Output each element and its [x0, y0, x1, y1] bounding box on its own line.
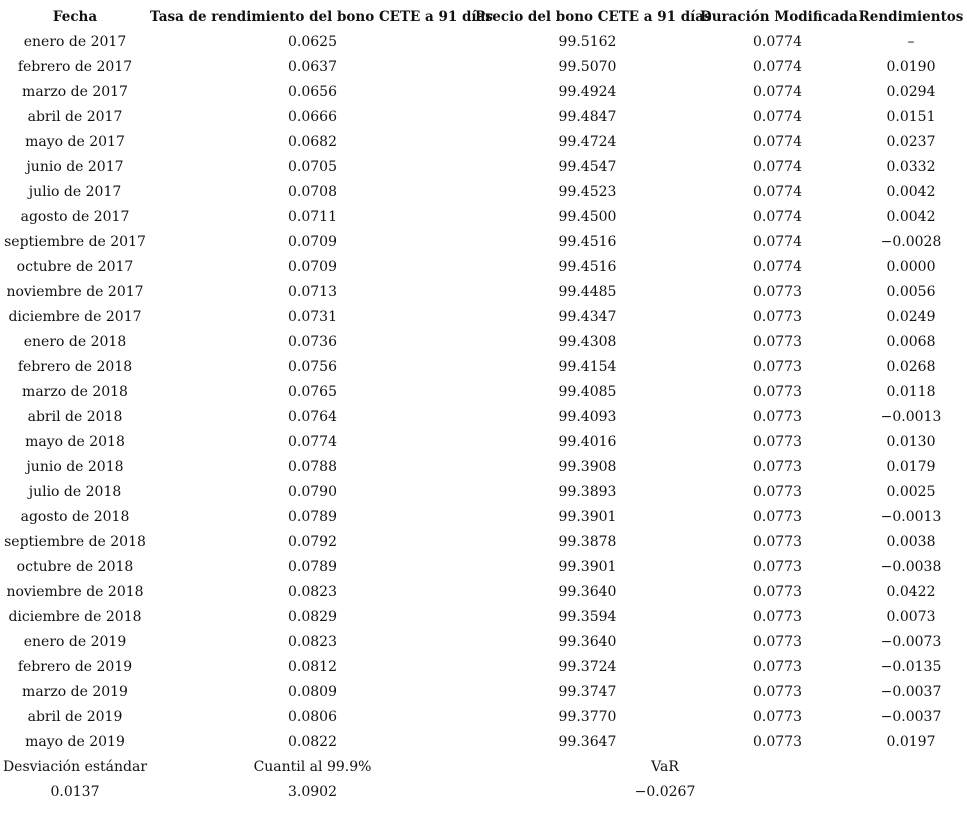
- cell-duracion: 0.0773: [753, 359, 802, 375]
- cell-fecha: junio de 2017: [26, 159, 124, 175]
- cell-fecha: noviembre de 2018: [6, 584, 144, 600]
- cell-duracion: 0.0773: [753, 659, 802, 675]
- var-value: −0.0267: [634, 784, 696, 800]
- cell-fecha: julio de 2017: [28, 184, 122, 200]
- cell-precio: 99.4093: [558, 409, 617, 425]
- cell-tasa: 0.0656: [288, 84, 337, 100]
- cell-rendimiento: −0.0013: [880, 509, 942, 525]
- cell-duracion: 0.0773: [753, 384, 802, 400]
- cell-precio: 99.3901: [558, 509, 617, 525]
- cell-precio: 99.3724: [558, 659, 617, 675]
- cell-tasa: 0.0637: [288, 59, 337, 75]
- header-rendimientos: Rendimientos: [858, 9, 964, 25]
- cell-duracion: 0.0774: [753, 184, 802, 200]
- table-row: [0, 555, 967, 580]
- table-row: [0, 530, 967, 555]
- cell-fecha: abril de 2019: [27, 709, 123, 725]
- table-row: [0, 80, 967, 105]
- cell-fecha: mayo de 2017: [25, 134, 125, 150]
- var-label: VaR: [651, 759, 679, 775]
- table-row: [0, 455, 967, 480]
- cell-rendimiento: 0.0042: [886, 184, 936, 200]
- cell-fecha: octubre de 2017: [16, 259, 134, 275]
- cell-precio: 99.3594: [558, 609, 617, 625]
- cell-duracion: 0.0773: [753, 334, 802, 350]
- cell-duracion: 0.0773: [753, 509, 802, 525]
- cell-fecha: noviembre de 2017: [6, 284, 144, 300]
- cell-fecha: diciembre de 2018: [8, 609, 142, 625]
- table-row: [0, 605, 967, 630]
- table-row: [0, 730, 967, 755]
- cell-fecha: agosto de 2018: [20, 509, 130, 525]
- header-tasa: Tasa de rendimiento del bono CETE a 91 días: [150, 9, 493, 25]
- cell-tasa: 0.0709: [288, 259, 337, 275]
- cell-tasa: 0.0823: [288, 584, 337, 600]
- cell-tasa: 0.0812: [288, 659, 337, 675]
- cell-duracion: 0.0773: [753, 409, 802, 425]
- table-row: [0, 255, 967, 280]
- cell-duracion: 0.0773: [753, 709, 802, 725]
- cell-precio: 99.4924: [558, 84, 617, 100]
- cell-rendimiento: 0.0179: [886, 459, 936, 475]
- cell-fecha: octubre de 2018: [16, 559, 134, 575]
- cell-precio: 99.4485: [558, 284, 617, 300]
- cell-duracion: 0.0773: [753, 534, 802, 550]
- cell-duracion: 0.0774: [753, 134, 802, 150]
- cell-precio: 99.5162: [558, 34, 617, 50]
- cell-duracion: 0.0774: [753, 259, 802, 275]
- cell-tasa: 0.0774: [288, 434, 337, 450]
- cell-fecha: abril de 2017: [27, 109, 123, 125]
- cell-rendimiento: 0.0056: [886, 284, 936, 300]
- cell-duracion: 0.0773: [753, 734, 802, 750]
- cell-duracion: 0.0773: [753, 459, 802, 475]
- cell-duracion: 0.0774: [753, 59, 802, 75]
- cell-precio: 99.3901: [558, 559, 617, 575]
- cell-tasa: 0.0764: [288, 409, 337, 425]
- cell-rendimiento: 0.0118: [886, 384, 936, 400]
- cell-duracion: 0.0773: [753, 434, 802, 450]
- cell-precio: 99.4347: [558, 309, 617, 325]
- cell-precio: 99.4547: [558, 159, 617, 175]
- cell-precio: 99.3908: [558, 459, 617, 475]
- cell-precio: 99.4724: [558, 134, 617, 150]
- cell-precio: 99.4516: [558, 259, 617, 275]
- cell-duracion: 0.0773: [753, 284, 802, 300]
- cell-rendimiento: 0.0197: [886, 734, 936, 750]
- cell-tasa: 0.0756: [288, 359, 337, 375]
- cell-rendimiento: 0.0268: [886, 359, 936, 375]
- cell-fecha: enero de 2018: [23, 334, 127, 350]
- cell-tasa: 0.0682: [288, 134, 337, 150]
- cell-fecha: junio de 2018: [26, 459, 124, 475]
- cell-fecha: febrero de 2017: [17, 59, 133, 75]
- table-row: [0, 230, 967, 255]
- cell-rendimiento: 0.0151: [886, 109, 936, 125]
- table-row: [0, 205, 967, 230]
- cell-rendimiento: 0.0332: [886, 159, 936, 175]
- cell-fecha: agosto de 2017: [20, 209, 130, 225]
- quantile-value: 3.0902: [288, 784, 337, 800]
- cell-tasa: 0.0823: [288, 634, 337, 650]
- cell-tasa: 0.0705: [288, 159, 337, 175]
- cell-duracion: 0.0773: [753, 309, 802, 325]
- table-row: [0, 105, 967, 130]
- cell-fecha: mayo de 2018: [25, 434, 125, 450]
- cell-precio: 99.3747: [558, 684, 617, 700]
- cell-duracion: 0.0773: [753, 609, 802, 625]
- cell-tasa: 0.0789: [288, 509, 337, 525]
- table-row: [0, 480, 967, 505]
- cell-fecha: septiembre de 2017: [4, 234, 146, 250]
- table-row: [0, 430, 967, 455]
- table-row: [0, 30, 967, 55]
- cell-tasa: 0.0736: [288, 334, 337, 350]
- cell-precio: 99.3647: [558, 734, 617, 750]
- cell-fecha: marzo de 2018: [22, 384, 128, 400]
- table-row: [0, 630, 967, 655]
- table-row: [0, 680, 967, 705]
- cell-rendimiento: 0.0130: [886, 434, 936, 450]
- cell-rendimiento: 0.0025: [886, 484, 936, 500]
- table-row: [0, 705, 967, 730]
- table-body: [0, 30, 967, 755]
- table-row: [0, 305, 967, 330]
- cell-rendimiento: 0.0237: [886, 134, 936, 150]
- cell-tasa: 0.0792: [288, 534, 337, 550]
- cell-precio: 99.4847: [558, 109, 617, 125]
- cell-duracion: 0.0773: [753, 584, 802, 600]
- cell-rendimiento: −0.0038: [880, 559, 942, 575]
- cell-duracion: 0.0774: [753, 234, 802, 250]
- cell-fecha: septiembre de 2018: [4, 534, 146, 550]
- cell-rendimiento: −0.0073: [880, 634, 942, 650]
- cell-tasa: 0.0788: [288, 459, 337, 475]
- table-row: [0, 330, 967, 355]
- cell-fecha: julio de 2018: [28, 484, 122, 500]
- cell-precio: 99.4085: [558, 384, 617, 400]
- cell-precio: 99.3893: [558, 484, 617, 500]
- cell-fecha: febrero de 2019: [17, 659, 133, 675]
- cell-precio: 99.5070: [558, 59, 617, 75]
- cell-rendimiento: 0.0294: [886, 84, 936, 100]
- table-row: [0, 580, 967, 605]
- cell-rendimiento: −0.0135: [880, 659, 942, 675]
- header-fecha: Fecha: [52, 9, 98, 25]
- cell-precio: 99.4516: [558, 234, 617, 250]
- table-row: [0, 130, 967, 155]
- cell-duracion: 0.0773: [753, 559, 802, 575]
- cell-precio: 99.4308: [558, 334, 617, 350]
- cell-tasa: 0.0765: [288, 384, 337, 400]
- cell-rendimiento: 0.0000: [886, 259, 936, 275]
- cell-rendimiento: 0.0042: [886, 209, 936, 225]
- cell-tasa: 0.0822: [288, 734, 337, 750]
- std-value: 0.0137: [50, 784, 100, 800]
- cell-precio: 99.3640: [558, 584, 617, 600]
- cell-rendimiento: 0.0190: [886, 59, 936, 75]
- summary-empty: [855, 755, 967, 780]
- header-row: [0, 5, 967, 30]
- cell-rendimiento: 0.0422: [886, 584, 936, 600]
- table-row: [0, 355, 967, 380]
- cell-rendimiento: −0.0013: [880, 409, 942, 425]
- cell-rendimiento: 0.0073: [886, 609, 936, 625]
- cell-tasa: 0.0806: [288, 709, 337, 725]
- cell-fecha: febrero de 2018: [17, 359, 133, 375]
- returns-table: [0, 5, 967, 805]
- std-label: Desviación estándar: [2, 759, 148, 775]
- cell-rendimiento: 0.0249: [886, 309, 936, 325]
- cell-duracion: 0.0774: [753, 84, 802, 100]
- cell-tasa: 0.0711: [288, 209, 337, 225]
- cell-duracion: 0.0774: [753, 209, 802, 225]
- summary-empty: [855, 780, 967, 805]
- cell-duracion: 0.0773: [753, 484, 802, 500]
- summary-value-row: [0, 780, 967, 805]
- cell-rendimiento: 0.0038: [886, 534, 936, 550]
- cell-tasa: 0.0713: [288, 284, 337, 300]
- header-precio: Precio del bono CETE a 91 días: [475, 9, 712, 25]
- cell-precio: 99.4500: [558, 209, 617, 225]
- cell-precio: 99.4523: [558, 184, 617, 200]
- cell-duracion: 0.0774: [753, 34, 802, 50]
- cell-precio: 99.3770: [558, 709, 617, 725]
- cell-fecha: enero de 2017: [23, 34, 127, 50]
- cell-fecha: enero de 2019: [23, 634, 127, 650]
- cell-tasa: 0.0666: [288, 109, 337, 125]
- cell-fecha: diciembre de 2017: [8, 309, 142, 325]
- cell-duracion: 0.0774: [753, 109, 802, 125]
- cell-precio: 99.3878: [558, 534, 617, 550]
- cell-tasa: 0.0709: [288, 234, 337, 250]
- table-row: [0, 280, 967, 305]
- cell-duracion: 0.0774: [753, 159, 802, 175]
- cell-tasa: 0.0625: [288, 34, 337, 50]
- cell-tasa: 0.0708: [288, 184, 337, 200]
- cell-tasa: 0.0731: [288, 309, 337, 325]
- cell-rendimiento: 0.0068: [886, 334, 936, 350]
- cell-rendimiento: −0.0037: [880, 684, 942, 700]
- cell-tasa: 0.0829: [288, 609, 337, 625]
- cell-tasa: 0.0789: [288, 559, 337, 575]
- table-row: [0, 405, 967, 430]
- cell-rendimiento: −0.0037: [880, 709, 942, 725]
- cell-tasa: 0.0790: [288, 484, 337, 500]
- table-row: [0, 55, 967, 80]
- cell-precio: 99.4016: [558, 434, 617, 450]
- cell-fecha: mayo de 2019: [25, 734, 125, 750]
- cell-rendimiento: −0.0028: [880, 234, 942, 250]
- cell-fecha: abril de 2018: [27, 409, 123, 425]
- cell-fecha: marzo de 2017: [22, 84, 128, 100]
- cell-duracion: 0.0773: [753, 684, 802, 700]
- table-row: [0, 505, 967, 530]
- quantile-label: Cuantil al 99.9%: [253, 759, 372, 775]
- summary-label-row: [0, 755, 967, 780]
- table-row: [0, 380, 967, 405]
- cell-rendimiento: –: [907, 34, 915, 50]
- cell-fecha: marzo de 2019: [22, 684, 128, 700]
- header-duracion: Duración Modificada: [700, 9, 858, 25]
- cell-duracion: 0.0773: [753, 634, 802, 650]
- cell-precio: 99.3640: [558, 634, 617, 650]
- cell-tasa: 0.0809: [288, 684, 337, 700]
- cell-precio: 99.4154: [558, 359, 617, 375]
- table-row: [0, 155, 967, 180]
- table-row: [0, 180, 967, 205]
- table-row: [0, 655, 967, 680]
